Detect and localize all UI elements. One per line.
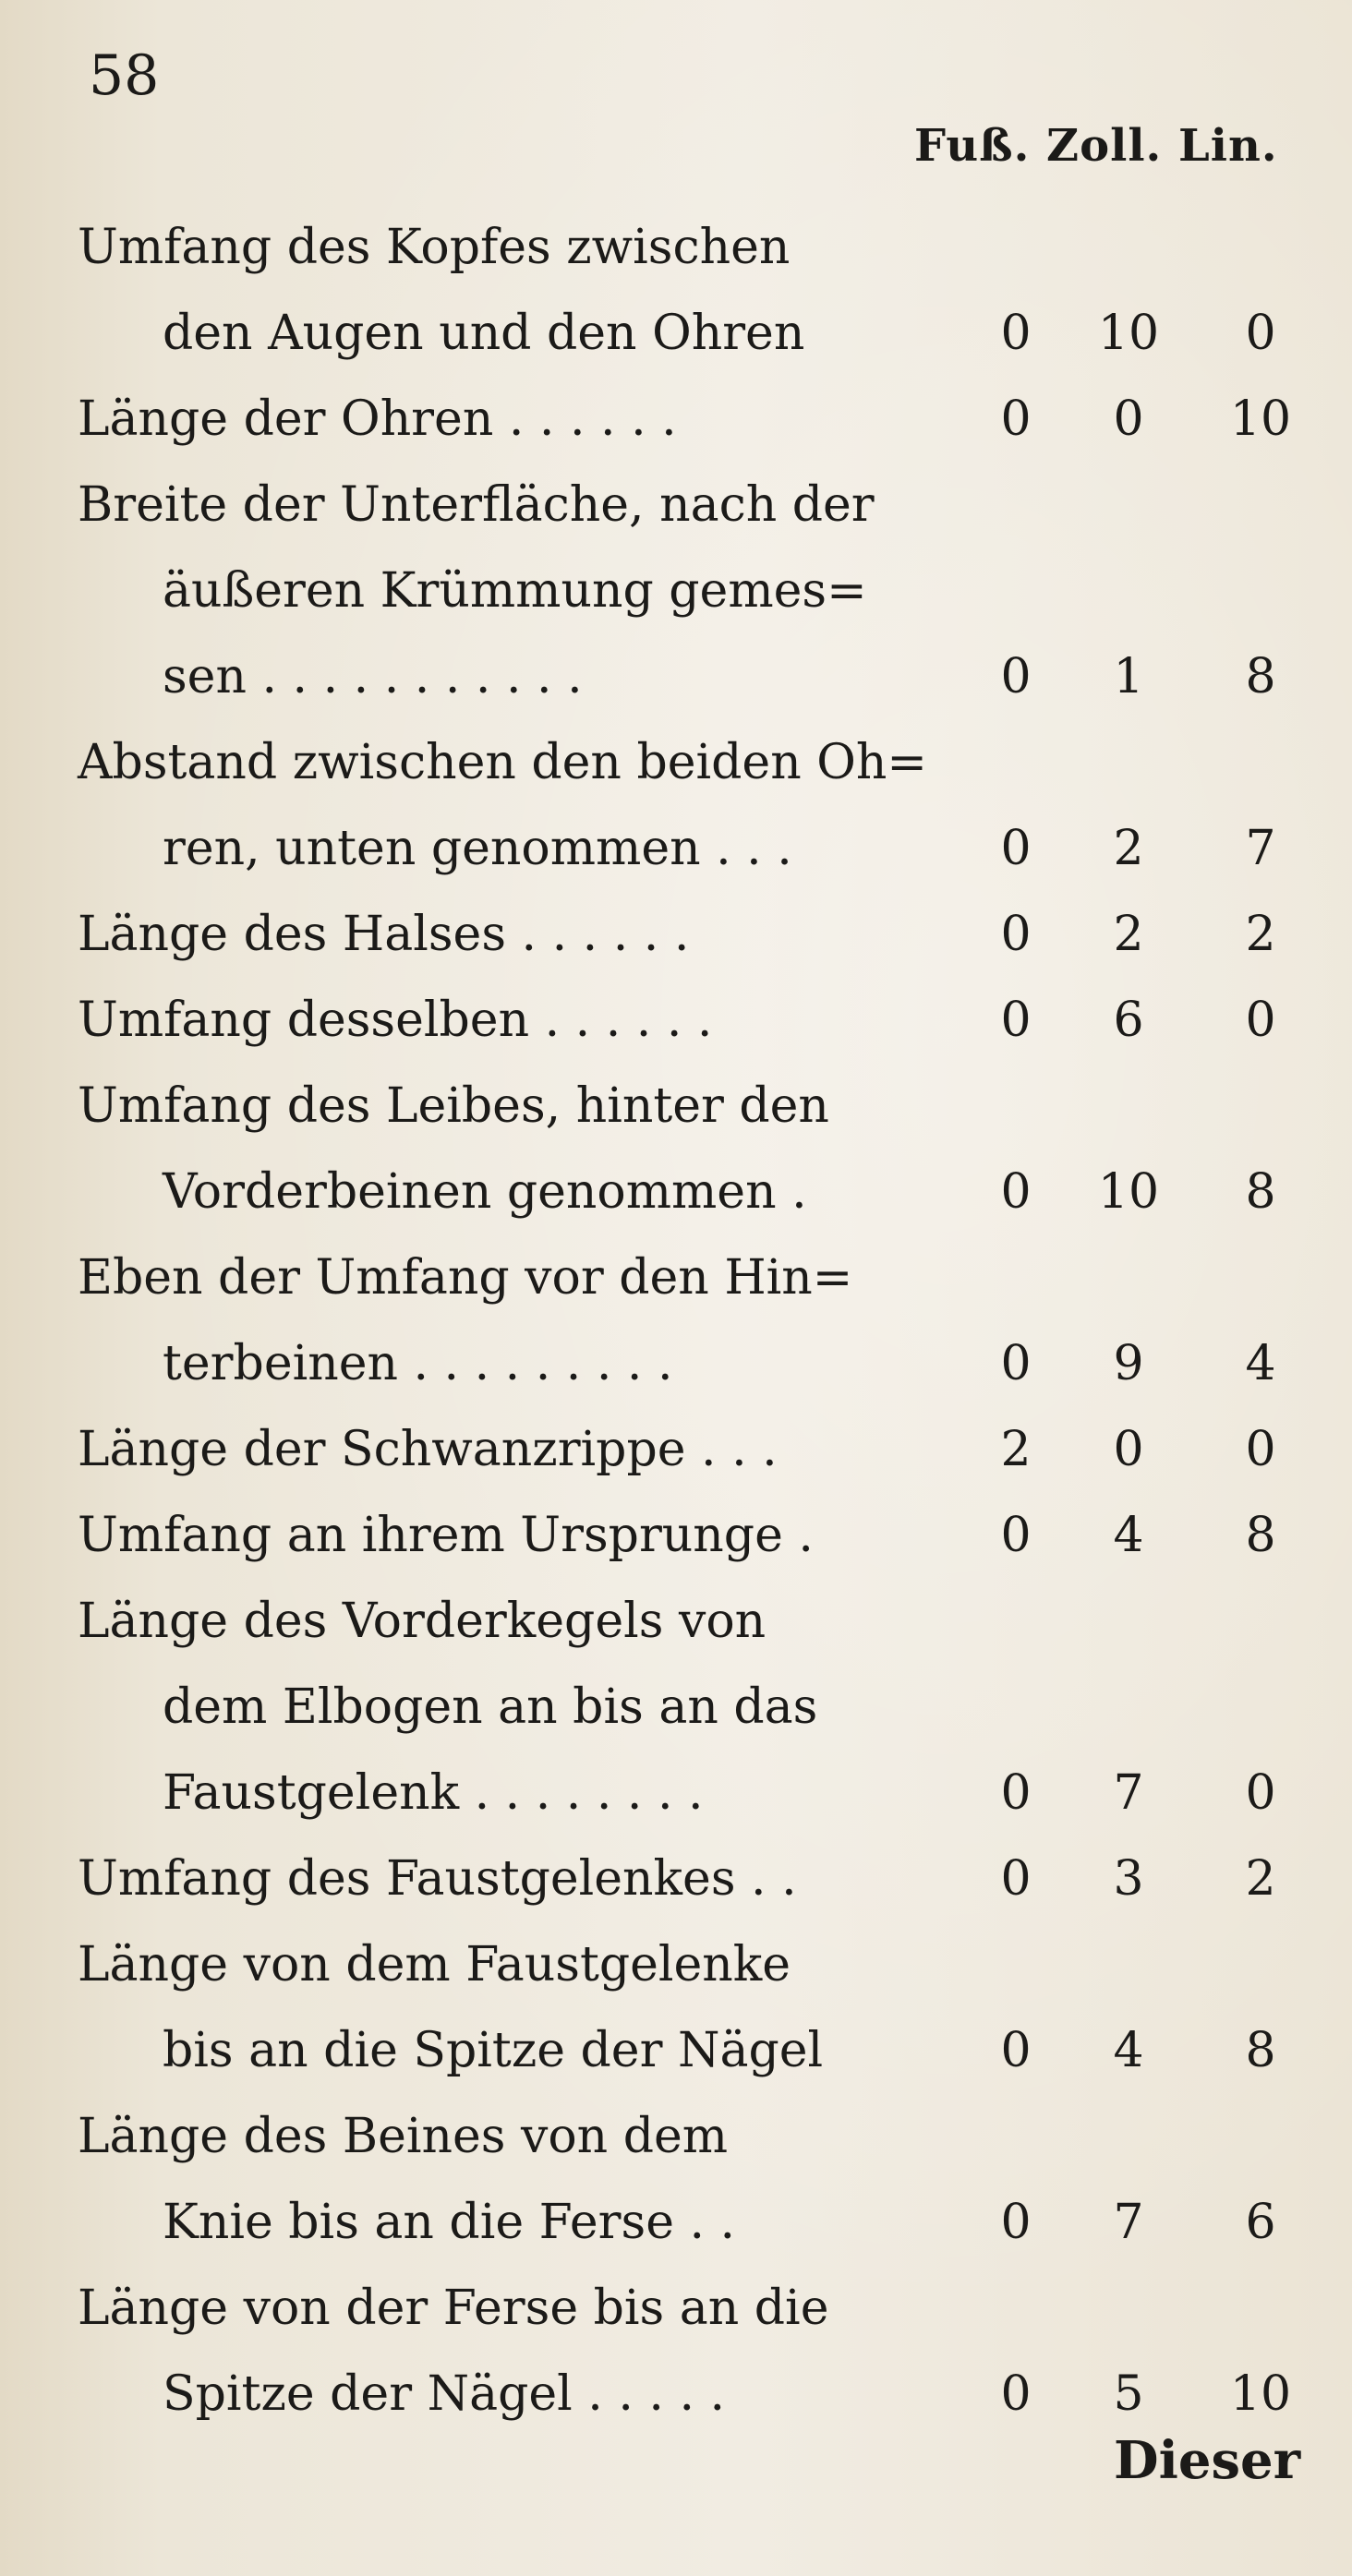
value-zoll: 0 xyxy=(1113,1422,1144,1477)
table-row xyxy=(0,2180,1352,2266)
table-row xyxy=(0,720,1352,806)
value-fuss: 0 xyxy=(1000,306,1032,361)
value-fuss: 0 xyxy=(1000,907,1032,962)
table-row xyxy=(0,892,1352,978)
row-label: bis an die Spitze der Nägel xyxy=(163,2023,824,2078)
value-lin: 2 xyxy=(1245,1851,1276,1907)
row-label: Faustgelenk . . . . . . . . xyxy=(163,1765,704,1821)
row-label: sen . . . . . . . . . . . xyxy=(163,649,583,704)
value-lin: 8 xyxy=(1245,1508,1276,1563)
value-zoll: 2 xyxy=(1113,907,1144,962)
table-row xyxy=(0,1579,1352,1665)
row-label: Umfang des Leibes, hinter den xyxy=(78,1078,829,1134)
catchword: Dieser xyxy=(1114,2430,1301,2491)
value-lin: 8 xyxy=(1245,649,1276,704)
table-row xyxy=(0,1493,1352,1579)
value-zoll: 10 xyxy=(1097,1164,1160,1220)
value-zoll: 4 xyxy=(1113,1508,1144,1563)
row-label: Länge des Beines von dem xyxy=(78,2109,729,2164)
table-row xyxy=(0,1665,1352,1751)
value-lin: 10 xyxy=(1229,391,1292,447)
table-row xyxy=(0,1407,1352,1493)
value-zoll: 1 xyxy=(1113,649,1144,704)
table-row xyxy=(0,806,1352,892)
column-header: Fuß. Zoll. Lin. xyxy=(914,120,1278,172)
table-row xyxy=(0,1321,1352,1407)
table-row xyxy=(0,2008,1352,2094)
value-lin: 0 xyxy=(1245,1422,1276,1477)
value-lin: 8 xyxy=(1245,1164,1276,1220)
row-label: Umfang des Faustgelenkes . . xyxy=(78,1851,797,1907)
row-label: Eben der Umfang vor den Hin= xyxy=(78,1250,853,1306)
value-fuss: 0 xyxy=(1000,1851,1032,1907)
table-row xyxy=(0,1836,1352,1922)
value-lin: 0 xyxy=(1245,993,1276,1048)
row-label: dem Elbogen an bis an das xyxy=(163,1679,818,1735)
value-lin: 0 xyxy=(1245,1765,1276,1821)
value-fuss: 0 xyxy=(1000,993,1032,1048)
measurement-table xyxy=(0,205,1352,2438)
value-zoll: 9 xyxy=(1113,1336,1144,1391)
row-label: Länge von der Ferse bis an die xyxy=(78,2281,829,2336)
row-label: Länge der Ohren . . . . . . xyxy=(78,391,677,447)
table-row xyxy=(0,1235,1352,1321)
value-lin: 8 xyxy=(1245,2023,1276,2078)
row-label: terbeinen . . . . . . . . . xyxy=(163,1336,673,1391)
table-row xyxy=(0,1064,1352,1150)
row-label: Umfang desselben . . . . . . xyxy=(78,993,713,1048)
value-fuss: 0 xyxy=(1000,821,1032,876)
value-fuss: 0 xyxy=(1000,649,1032,704)
value-zoll: 7 xyxy=(1113,1765,1144,1821)
table-row xyxy=(0,377,1352,463)
value-fuss: 0 xyxy=(1000,2195,1032,2250)
table-row xyxy=(0,548,1352,634)
value-lin: 0 xyxy=(1245,306,1276,361)
row-label: Spitze der Nägel . . . . . xyxy=(163,2366,726,2422)
row-label: Vorderbeinen genommen . xyxy=(163,1164,807,1220)
table-row xyxy=(0,2266,1352,2352)
row-label: Knie bis an die Ferse . . xyxy=(163,2195,736,2250)
value-fuss: 0 xyxy=(1000,2366,1032,2422)
row-label: Umfang an ihrem Ursprunge . xyxy=(78,1508,814,1563)
row-label: ren, unten genommen . . . xyxy=(163,821,792,876)
value-zoll: 2 xyxy=(1113,821,1144,876)
value-zoll: 7 xyxy=(1113,2195,1144,2250)
row-label: Länge des Vorderkegels von xyxy=(78,1594,767,1649)
value-fuss: 0 xyxy=(1000,1508,1032,1563)
value-lin: 2 xyxy=(1245,907,1276,962)
table-row xyxy=(0,1751,1352,1836)
value-zoll: 4 xyxy=(1113,2023,1144,2078)
table-row xyxy=(0,2352,1352,2438)
value-fuss: 0 xyxy=(1000,1336,1032,1391)
row-label: Länge der Schwanzrippe . . . xyxy=(78,1422,778,1477)
value-fuss: 0 xyxy=(1000,2023,1032,2078)
row-label: Abstand zwischen den beiden Oh= xyxy=(78,735,927,790)
value-fuss: 0 xyxy=(1000,1164,1032,1220)
value-lin: 6 xyxy=(1245,2195,1276,2250)
table-row xyxy=(0,463,1352,548)
value-zoll: 6 xyxy=(1113,993,1144,1048)
row-label: Länge des Halses . . . . . . xyxy=(78,907,690,962)
row-label: Breite der Unterfläche, nach der xyxy=(78,477,875,533)
value-lin: 10 xyxy=(1229,2366,1292,2422)
table-row xyxy=(0,291,1352,377)
table-row xyxy=(0,1150,1352,1235)
value-zoll: 10 xyxy=(1097,306,1160,361)
row-label: Länge von dem Faustgelenke xyxy=(78,1937,791,1992)
page-number: 58 xyxy=(89,43,160,108)
value-fuss: 0 xyxy=(1000,1765,1032,1821)
value-zoll: 5 xyxy=(1113,2366,1144,2422)
row-label: den Augen und den Ohren xyxy=(163,306,805,361)
row-label: äußeren Krümmung gemes= xyxy=(163,563,867,619)
value-fuss: 2 xyxy=(1000,1422,1032,1477)
table-row xyxy=(0,205,1352,291)
value-fuss: 0 xyxy=(1000,391,1032,447)
table-row xyxy=(0,2094,1352,2180)
table-row xyxy=(0,634,1352,720)
value-lin: 4 xyxy=(1245,1336,1276,1391)
value-lin: 7 xyxy=(1245,821,1276,876)
row-label: Umfang des Kopfes zwischen xyxy=(78,220,791,275)
value-zoll: 0 xyxy=(1113,391,1144,447)
table-row xyxy=(0,1922,1352,2008)
table-row xyxy=(0,978,1352,1064)
value-zoll: 3 xyxy=(1113,1851,1144,1907)
